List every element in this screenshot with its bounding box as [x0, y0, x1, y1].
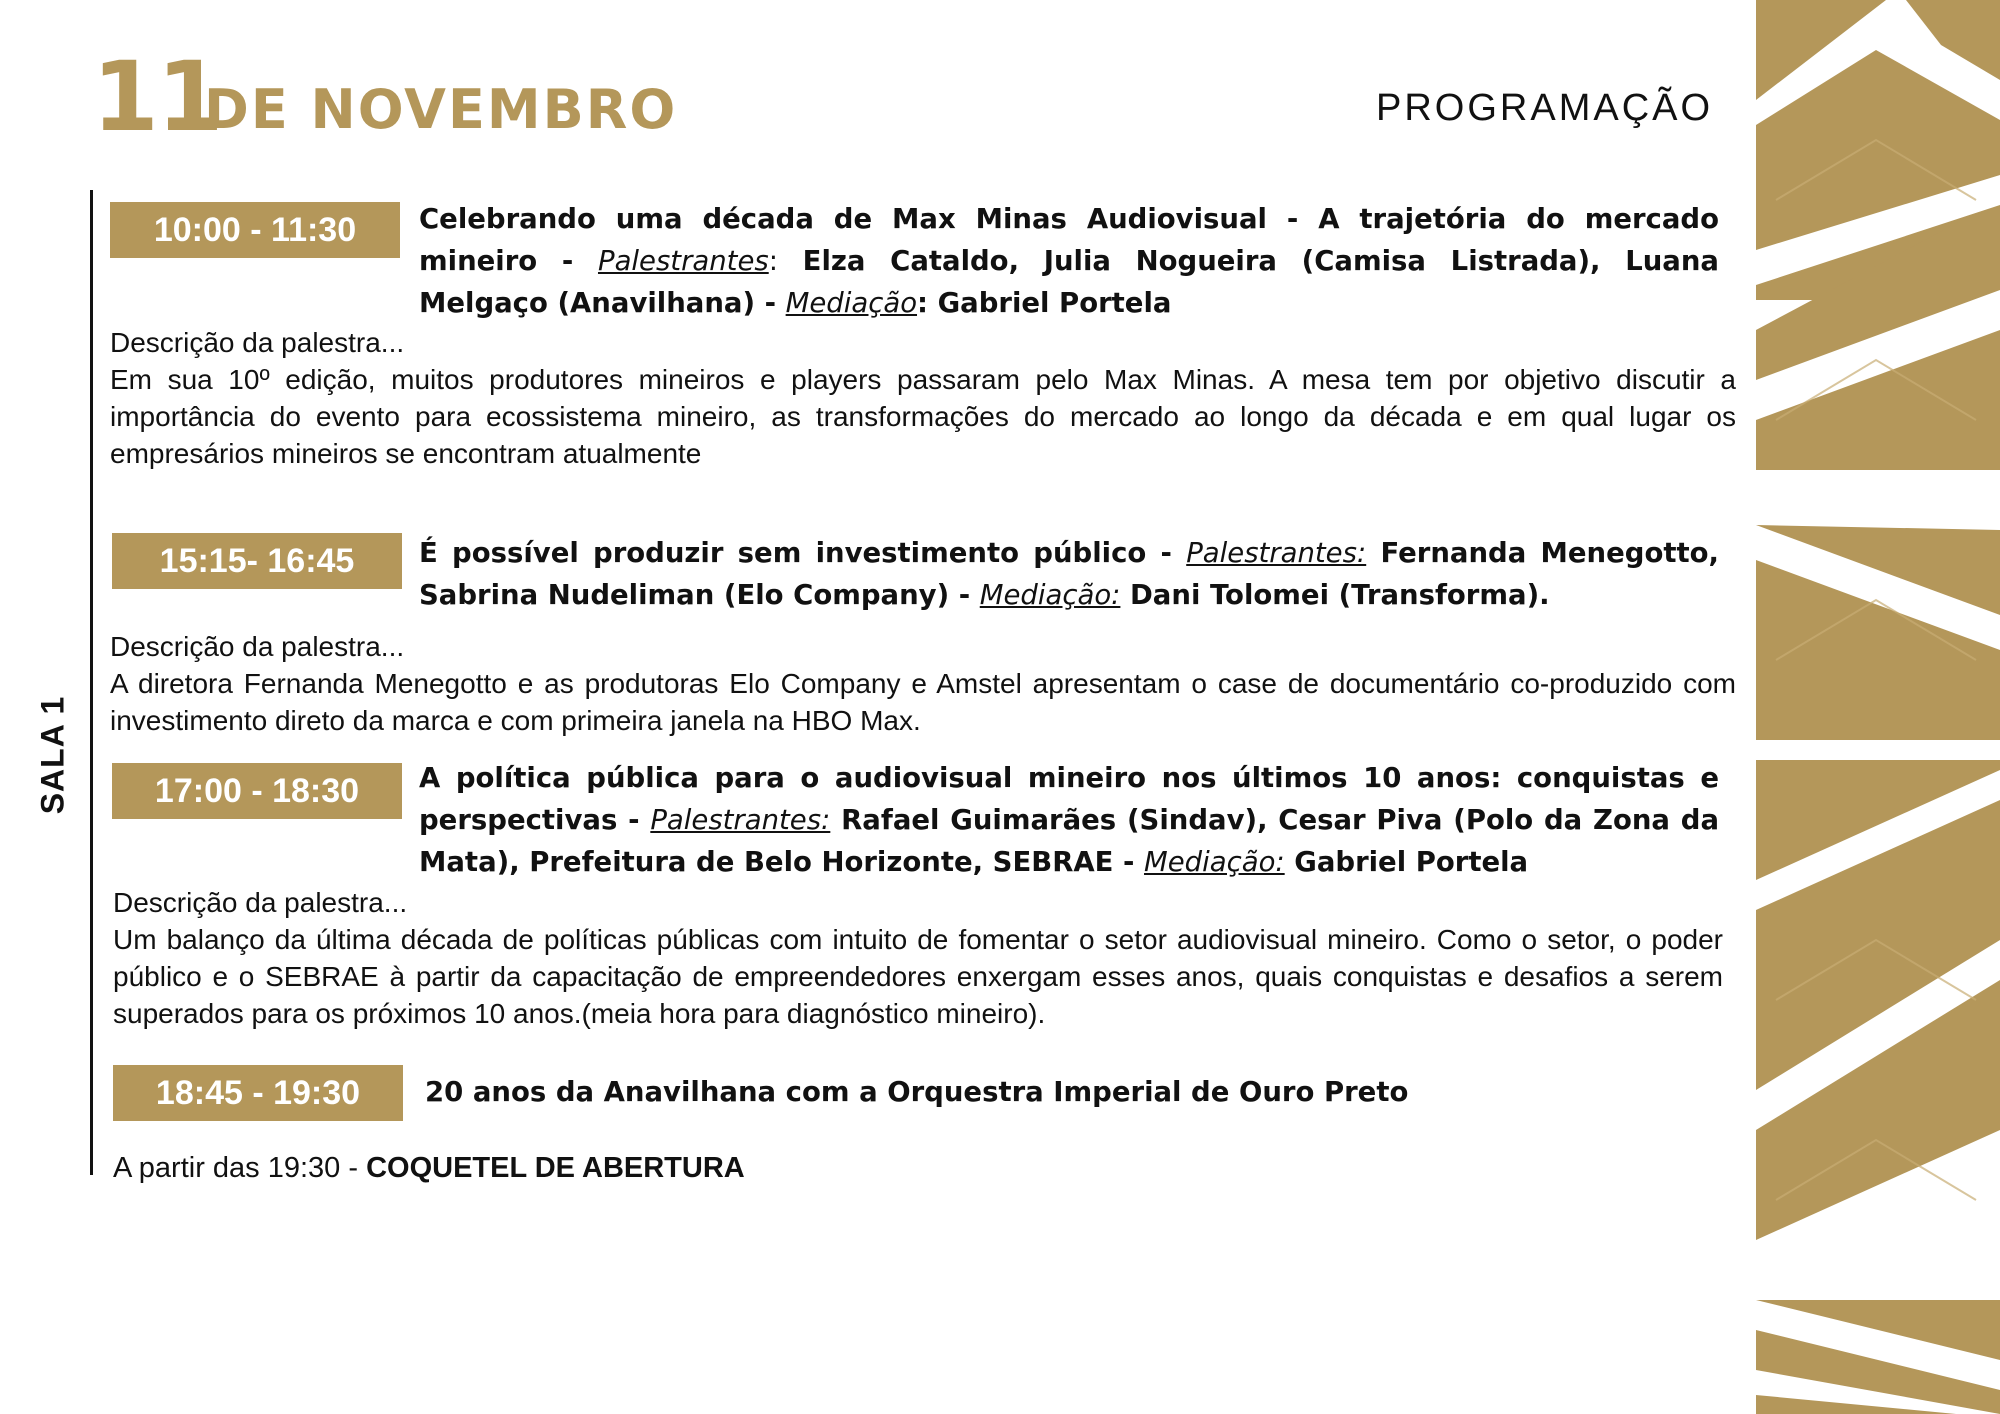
session-description: [110, 628, 1736, 739]
closing-line: [113, 1148, 745, 1188]
session-title: [419, 757, 1719, 883]
session-title: [419, 532, 1719, 616]
closing-prefix: A partir das 19:30 -: [113, 1152, 359, 1184]
description-text: A diretora Fernanda Menegotto e as produtoras Elo Company e Amstel apresentam o case de documentário co-produzido com investimento direto da marca e com primeira janela na HBO Max.: [110, 668, 1736, 736]
mediation-label: Mediação:: [979, 579, 1121, 611]
session-time-badge: 18:45 - 19:30: [113, 1065, 403, 1121]
day-number: 11: [92, 41, 222, 153]
speakers: Fernanda Menegotto, Sabrina Nudeliman (Elo Company) -: [419, 537, 1719, 611]
session-time-badge: 10:00 - 11:30: [110, 202, 400, 258]
speakers-label: Palestrantes:: [1186, 537, 1367, 569]
month-title: DE NOVEMBRO: [204, 78, 678, 141]
session-time-badge: 15:15- 16:45: [112, 533, 402, 589]
session-title-text: A política pública para o audiovisual mineiro nos últimos 10 anos: conquistas e perspectivas -: [419, 762, 1719, 836]
session-description: [113, 884, 1723, 1032]
session-description: [110, 324, 1736, 472]
mediation-separator: :: [917, 287, 929, 319]
session-title: [425, 1071, 1725, 1113]
session-title-text: 20 anos da Anavilhana com a Orquestra Imperial de Ouro Preto: [425, 1076, 1409, 1108]
mediation-label: Mediação:: [1144, 846, 1285, 878]
description-text: Um balanço da última década de políticas públicas com intuito de fomentar o setor audiovisual mineiro. Como o setor, o poder público e o SEBRAE à partir da capacitação de empreendedores enxergam esses anos, quais conquistas e desafios a serem superados para os próximos 10 anos.(meia hora para diagnóstico mineiro).: [113, 924, 1723, 1029]
room-label: SALA 1: [34, 695, 71, 815]
speakers-label: Palestrantes:: [650, 804, 831, 836]
session-title-text: Celebrando uma década de Max Minas Audiovisual - A trajetória do mercado mineiro -: [419, 203, 1719, 277]
description-label: Descrição da palestra...: [110, 327, 405, 358]
description-label: Descrição da palestra...: [113, 887, 408, 918]
mediator: Gabriel Portela: [1294, 846, 1529, 878]
description-label: Descrição da palestra...: [110, 631, 405, 662]
speakers: Rafael Guimarães (Sindav), Cesar Piva (Polo da Zona da Mata), Prefeitura de Belo Horizonte, SEBRAE -: [419, 804, 1720, 878]
mediation-label: Mediação: [785, 287, 918, 319]
session-time-badge: 17:00 - 18:30: [112, 763, 402, 819]
session-title-text: É possível produzir sem investimento público -: [419, 537, 1172, 569]
closing-event: COQUETEL DE ABERTURA: [366, 1152, 745, 1184]
description-text: Em sua 10º edição, muitos produtores mineiros e players passaram pelo Max Minas. A mesa tem por objetivo discutir a importância do evento para ecossistema mineiro, as transformações do mercado ao longo da década e em qual lugar os empresários mineiros se encontram atualmente: [110, 364, 1736, 469]
timeline-rule: [90, 190, 93, 1175]
speakers-label: Palestrantes: [597, 245, 769, 277]
decorative-pattern: [1756, 0, 2000, 1414]
speakers-separator: :: [768, 245, 778, 277]
mediator: Dani Tolomei (Transforma).: [1129, 579, 1550, 611]
session-title: [419, 198, 1719, 324]
section-label: PROGRAMAÇÃO: [1376, 87, 1714, 129]
mediator: Gabriel Portela: [937, 287, 1172, 319]
speakers: Elza Cataldo, Julia Nogueira (Camisa Listrada), Luana Melgaço (Anavilhana) -: [419, 245, 1719, 319]
